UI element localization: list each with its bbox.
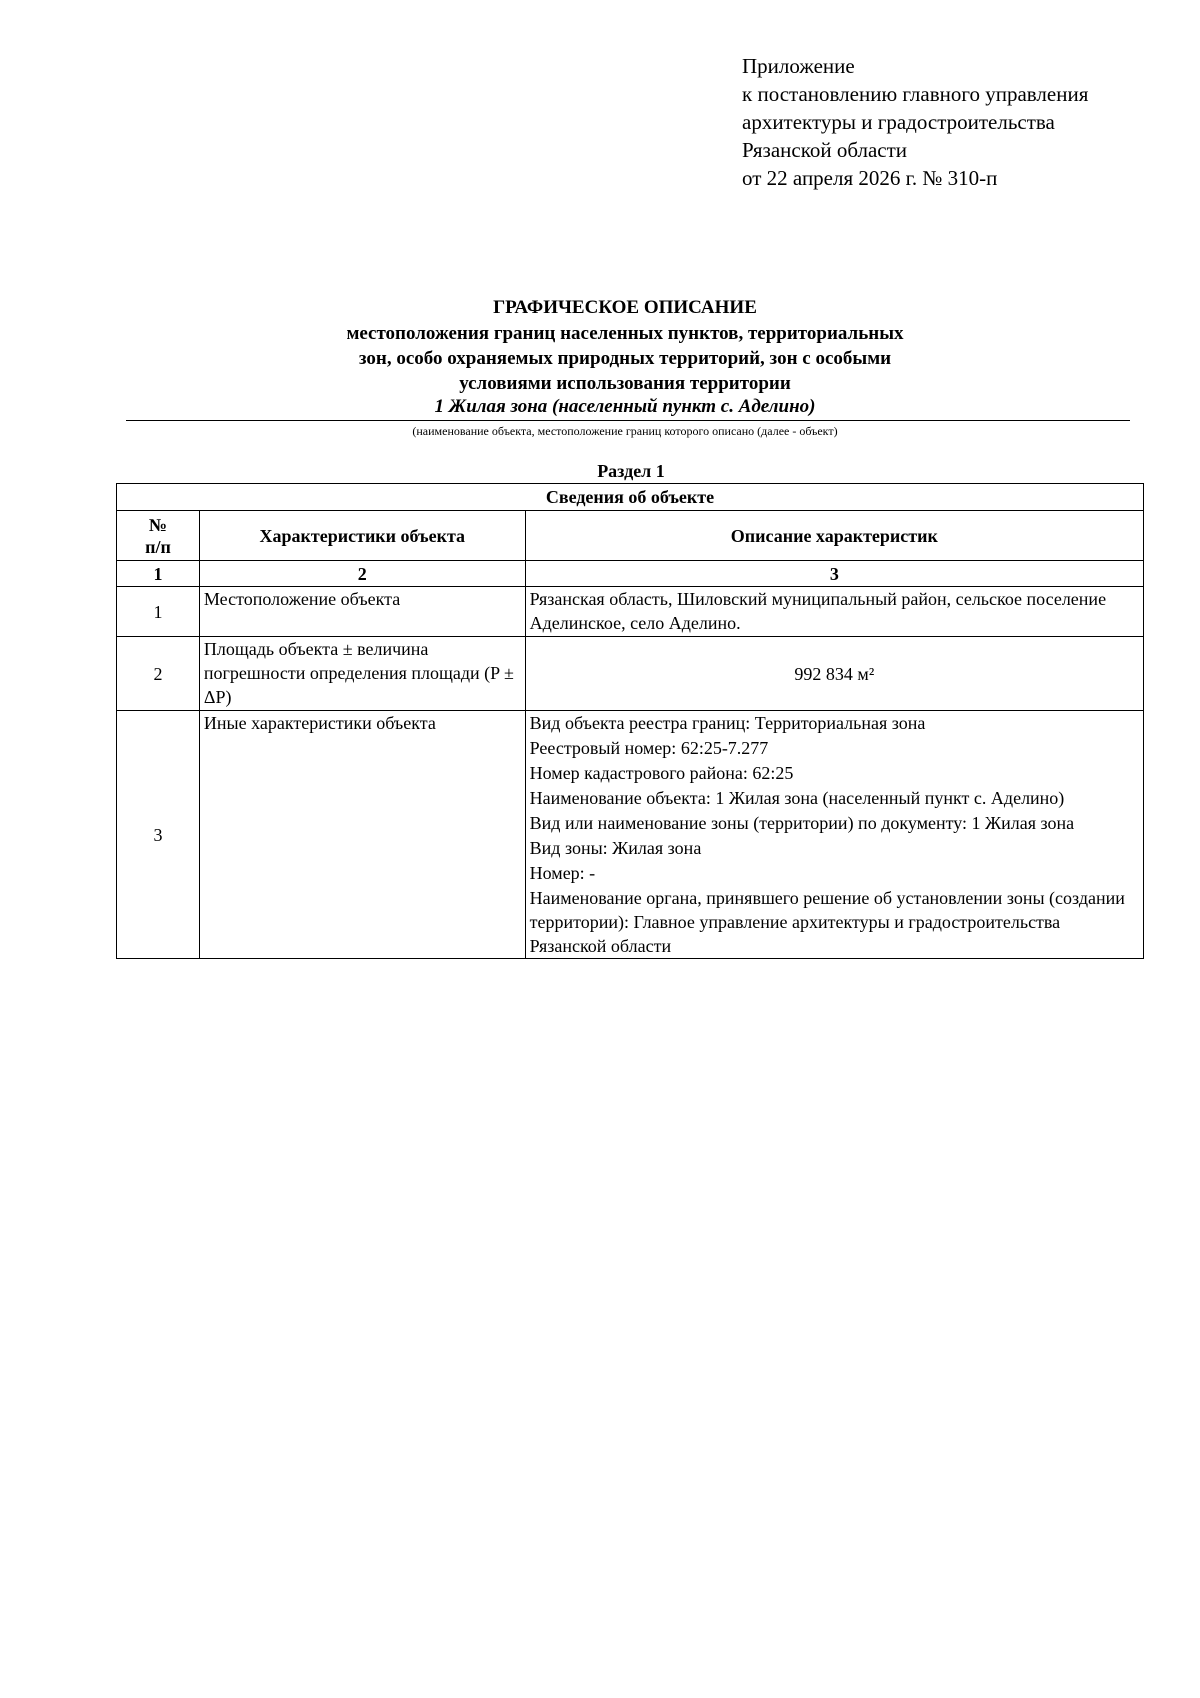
document-title: ГРАФИЧЕСКОЕ ОПИСАНИЕ	[493, 297, 757, 318]
object-name: 1 Жилая зона (населенный пункт с. Аделино)	[434, 396, 816, 417]
row-number: 3	[117, 711, 200, 959]
object-info-table	[116, 483, 1144, 959]
column-header-number: № п/п	[117, 511, 200, 561]
appendix-line: архитектуры и градостроительства	[742, 110, 1055, 134]
row-number: 2	[117, 637, 200, 711]
row-characteristic: Иные характеристики объекта	[199, 711, 525, 959]
description-line: Вид или наименование зоны (территории) по документу: 1 Жилая зона	[529, 813, 1075, 833]
appendix-line: Рязанской области	[742, 138, 908, 162]
document-subtitle-line: условиями использования территории	[459, 373, 791, 394]
table-row	[117, 587, 1144, 637]
row-characteristic: Местоположение объекта	[199, 587, 525, 637]
description-line: Номер кадастрового района: 62:25	[529, 763, 794, 783]
row-number: 1	[117, 587, 200, 637]
description-line: Вид объекта реестра границ: Территориальная зона	[529, 713, 926, 733]
table-row	[117, 711, 1144, 959]
row-description	[525, 711, 1143, 959]
appendix-line: к постановлению главного управления	[742, 82, 1089, 106]
column-number: 2	[199, 561, 525, 587]
row-description: Рязанская область, Шиловский муниципальный район, сельское поселение Аделинское, село Аделино.	[525, 587, 1143, 637]
section-title: Раздел 1	[597, 461, 665, 481]
document-subtitle-line: местоположения границ населенных пунктов, территориальных	[346, 323, 904, 344]
table-row	[117, 637, 1144, 711]
column-header-description: Описание характеристик	[525, 511, 1143, 561]
description-line: Реестровый номер: 62:25-7.277	[529, 738, 769, 758]
description-line: Номер: -	[529, 863, 596, 883]
appendix-line: от 22 апреля 2026 г. № 310-п	[742, 166, 998, 190]
document-title-block	[120, 295, 1130, 439]
description-line: Наименование органа, принявшего решение об установлении зоны (создании территории): Главное управление архитектуры и градостроительства Рязанской области	[529, 888, 1125, 956]
description-line: Вид зоны: Жилая зона	[529, 838, 702, 858]
column-header-characteristic: Характеристики объекта	[199, 511, 525, 561]
row-description: 992 834 м²	[525, 637, 1143, 711]
object-caption: (наименование объекта, местоположение границ которого описано (далее - объект)	[412, 424, 838, 438]
row-characteristic: Площадь объекта ± величина погрешности определения площади (P ± ΔP)	[199, 637, 525, 711]
table-caption: Сведения об объекте	[117, 484, 1144, 511]
column-number: 1	[117, 561, 200, 587]
document-subtitle-line: зон, особо охраняемых природных территорий, зон с особыми	[358, 348, 892, 369]
description-line: Наименование объекта: 1 Жилая зона (населенный пункт с. Аделино)	[529, 788, 1065, 808]
appendix-line: Приложение	[742, 54, 855, 78]
appendix-header	[742, 52, 1162, 192]
object-name-underline	[126, 420, 1130, 421]
column-number: 3	[525, 561, 1143, 587]
